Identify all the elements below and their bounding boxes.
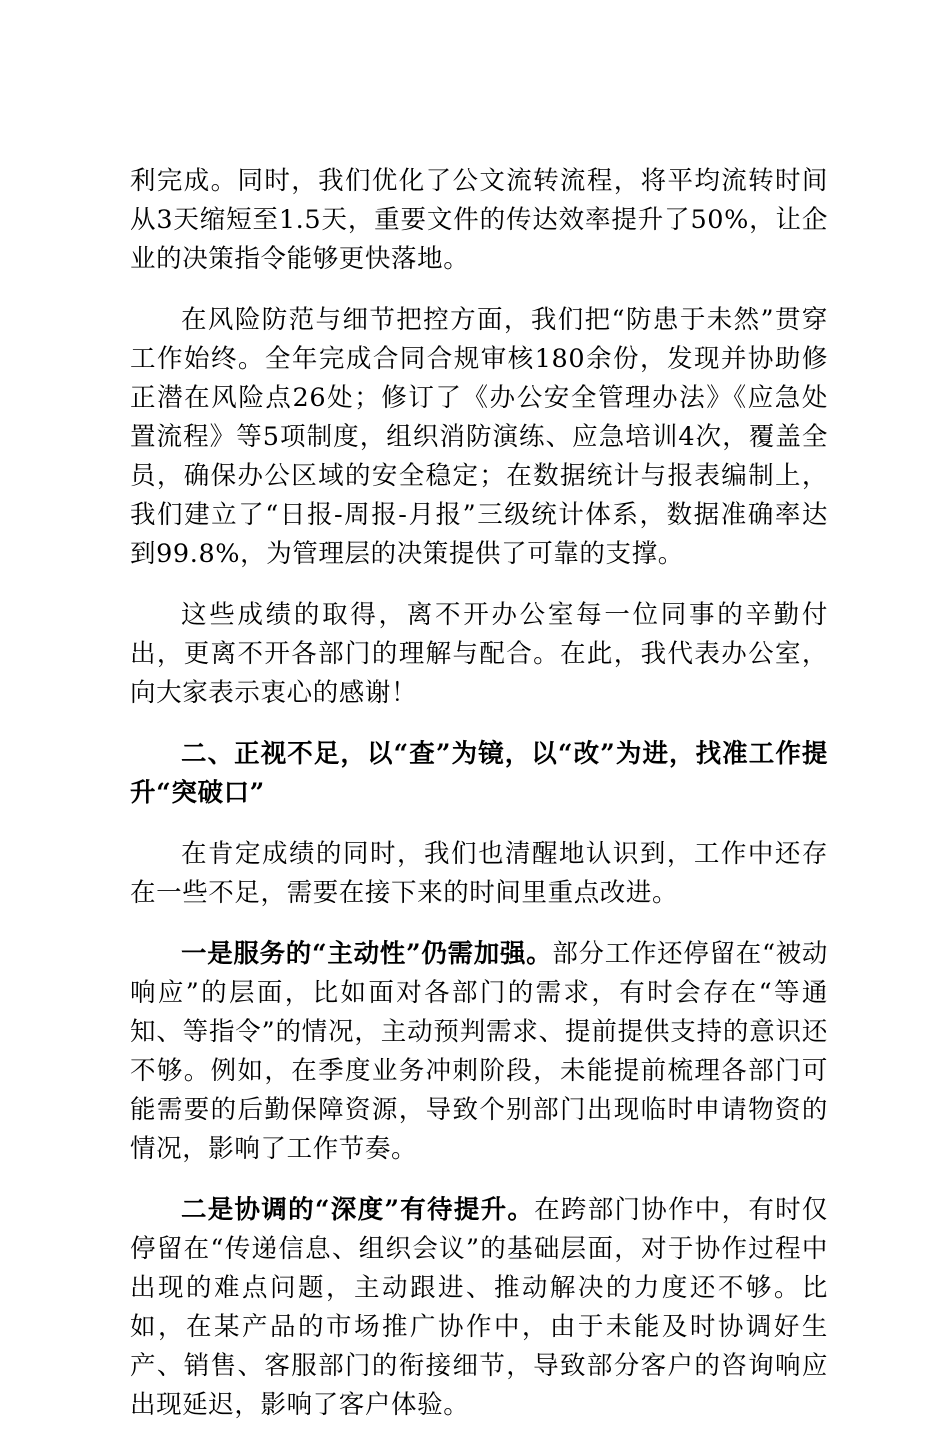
section-heading-text: 二、正视不足，以“查”为镜，以“改”为进，找准工作提升“突破口”: [130, 739, 828, 808]
paragraph-lead: 二是协调的“深度”有待提升。: [181, 1195, 535, 1225]
paragraph-continuation: [130, 162, 828, 279]
paragraph-thanks: [130, 596, 828, 713]
paragraph-text: 部分工作还停留在“被动响应”的层面，比如面对各部门的需求，有时会存在“等通知、等指令”的情况，主动预判需求、提前提供支持的意识还不够。例如，在季度业务冲刺阶段，未能提前梳理各部门可能需要的后勤保障资源，导致个别部门出现临时申请物资的情况，影响了工作节奏。: [130, 939, 829, 1164]
paragraph-text: 在肯定成绩的同时，我们也清醒地认识到，工作中还存在一些不足，需要在接下来的时间里重点改进。: [130, 839, 828, 908]
section-heading: [130, 735, 828, 813]
paragraph-text: 在跨部门协作中，有时仅停留在“传递信息、组织会议”的基础层面，对于协作过程中出现的难点问题，主动跟进、推动解决的力度还不够。比如，在某产品的市场推广协作中，由于未能及时协调好生产、销售、客服部门的衔接细节，导致部分客户的咨询响应出现延迟，影响了客户体验。: [130, 1195, 828, 1420]
paragraph-lead: 一是服务的“主动性”仍需加强。: [181, 939, 553, 969]
paragraph-point-two: [130, 1191, 828, 1425]
paragraph-point-one: [130, 935, 828, 1169]
paragraph-text: 这些成绩的取得，离不开办公室每一位同事的辛勤付出，更离不开各部门的理解与配合。在此，我代表办公室，向大家表示衷心的感谢！: [130, 600, 828, 708]
paragraph-text: 利完成。同时，我们优化了公文流转流程，将平均流转时间从3天缩短至1.5天，重要文件的传达效率提升了50%，让企业的决策指令能够更快落地。: [130, 166, 828, 274]
document-page: [130, 162, 828, 1447]
paragraph-text: 在风险防范与细节把控方面，我们把“防患于未然”贯穿工作始终。全年完成合同合规审核180余份，发现并协助修正潜在风险点26处；修订了《办公安全管理办法》《应急处置流程》等5项制度，组织消防演练、应急培训4次，覆盖全员，确保办公区域的安全稳定；在数据统计与报表编制上，我们建立了“日报-周报-月报”三级统计体系，数据准确率达到99.8%，为管理层的决策提供了可靠的支撑。: [130, 305, 828, 569]
paragraph-shortcomings-intro: [130, 835, 828, 913]
paragraph-risk-prevention: [130, 301, 828, 574]
